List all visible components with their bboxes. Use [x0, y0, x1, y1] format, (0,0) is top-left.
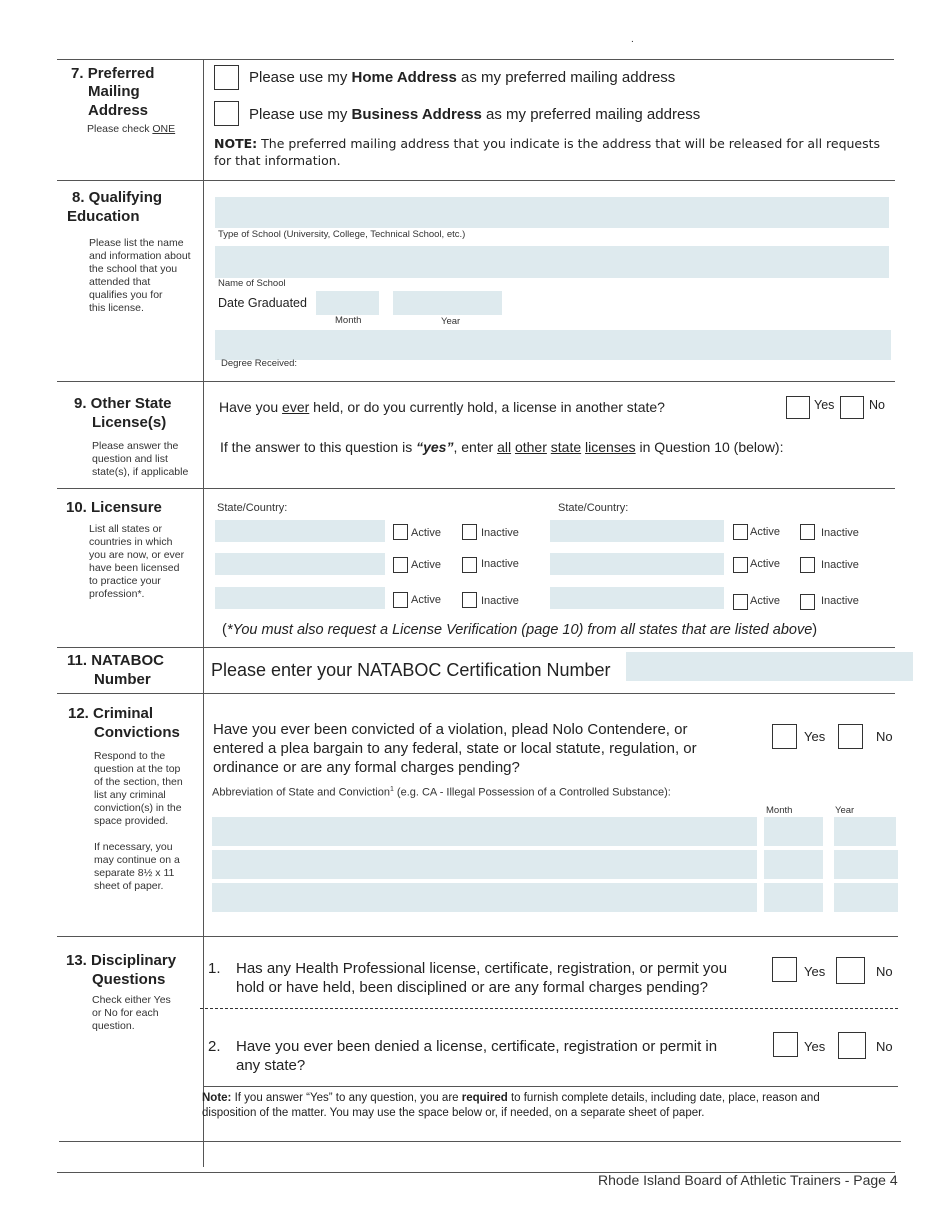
business-address-option: Please use my Business Address as my preferred mailing address [249, 106, 701, 123]
degree-field[interactable] [215, 330, 891, 360]
s13-desc: Check either Yes or No for each question. [92, 994, 171, 1032]
date-graduated-label: Date Graduated [218, 296, 307, 310]
conviction-abbreviation-label: Abbreviation of State and Conviction$^1$ (e.g. CA - Illegal Possession of a Controlled Substance): [212, 786, 671, 799]
conviction-year-field[interactable] [834, 817, 896, 846]
divider [59, 1141, 901, 1142]
s12-yes-label: Yes [804, 729, 826, 744]
s9-yes-checkbox[interactable] [786, 396, 810, 419]
inactive-checkbox[interactable] [800, 524, 815, 540]
nataboc-number-field[interactable] [626, 652, 913, 681]
s13-q1-text: Has any Health Professional license, certificate, registration, or permit you hold or have held, been disciplined or are any formal charges pending? [236, 960, 728, 996]
divider [57, 936, 898, 937]
license-state-field[interactable] [550, 587, 724, 609]
school-name-label: Name of School [218, 278, 286, 289]
grad-month-field[interactable] [316, 291, 379, 315]
active-label: Active [750, 558, 780, 570]
inactive-label: Inactive [821, 527, 859, 539]
divider [57, 488, 895, 489]
inactive-label: Inactive [821, 595, 859, 607]
active-checkbox[interactable] [733, 594, 748, 610]
license-state-field[interactable] [550, 553, 724, 575]
s9-question: Have you ever held, or do you currently hold, a license in another state? [219, 399, 665, 415]
s13-note: Note: If you answer “Yes” to any question, you are required to furnish complete details, including date, place, reason and disposition of the matter. You may use the space below or, if needed, on a separate sheet of paper. [202, 1092, 820, 1119]
active-label: Active [411, 527, 441, 539]
active-label: Active [750, 526, 780, 538]
active-label: Active [411, 559, 441, 571]
divider [57, 693, 895, 694]
license-state-field[interactable] [215, 520, 385, 542]
active-checkbox[interactable] [393, 592, 408, 608]
conviction-month-field[interactable] [764, 817, 823, 846]
column-divider [203, 59, 204, 1167]
s13-q2-no-checkbox[interactable] [838, 1032, 866, 1059]
s9-no-checkbox[interactable] [840, 396, 864, 419]
s13-q2-yes-checkbox[interactable] [773, 1032, 798, 1057]
inactive-label: Inactive [821, 559, 859, 571]
s7-title-line1: 7. Preferred [71, 65, 155, 82]
s13-q1-yes-checkbox[interactable] [772, 957, 797, 982]
s13-q1-number: 1. [208, 960, 221, 977]
s13-title-line1: 13. Disciplinary [66, 952, 177, 969]
license-state-field[interactable] [550, 520, 724, 542]
divider [57, 59, 894, 60]
active-checkbox[interactable] [733, 557, 748, 573]
s13-q2-no-label: No [876, 1039, 893, 1054]
conviction-field[interactable] [212, 883, 757, 912]
s12-title-line2: Convictions [94, 724, 180, 741]
conviction-year-field[interactable] [834, 883, 898, 912]
active-checkbox[interactable] [393, 524, 408, 540]
s13-q1-no-checkbox[interactable] [836, 957, 865, 984]
divider [204, 1086, 898, 1087]
grad-year-label: Year [441, 316, 461, 327]
s9-instruction: If the answer to this question is “yes”, enter all other state licenses in Question 10 (below): [220, 439, 784, 455]
active-label: Active [411, 594, 441, 606]
s12-no-checkbox[interactable] [838, 724, 863, 749]
s8-title-line2: Education [67, 208, 140, 225]
s9-title-line2: License(s) [92, 414, 167, 431]
s11-title-line1: 11. NATABOC [67, 652, 164, 669]
inactive-checkbox[interactable] [462, 592, 477, 608]
divider [57, 381, 895, 382]
inactive-checkbox[interactable] [462, 524, 477, 540]
s7-title-line2: Mailing [88, 83, 140, 100]
divider [57, 647, 895, 648]
license-state-field[interactable] [215, 587, 385, 609]
conviction-field[interactable] [212, 817, 757, 846]
nataboc-prompt: Please enter your NATABOC Certification Number [211, 660, 611, 680]
school-name-field[interactable] [215, 246, 889, 278]
conviction-month-label: Month [766, 805, 793, 816]
state-country-label-left: State/Country: [217, 502, 288, 514]
s12-title-line1: 12. Criminal [68, 705, 154, 722]
active-label: Active [750, 595, 780, 607]
s12-desc: Respond to the question at the top of the section, then list any criminal conviction(s) in the space provided. If necessary, you may continue on a separate 8½ x 11 sheet of paper. [94, 750, 183, 892]
business-address-checkbox[interactable] [214, 101, 239, 126]
s9-title-line1: 9. Other State [74, 395, 172, 412]
s13-q2-text: Have you ever been denied a license, certificate, registration or permit in any state? [236, 1038, 718, 1074]
s12-question: Have you ever been convicted of a violation, plead Nolo Contendere, or entered a plea bargain to any federal, state or local statute, regulation, or ordinance or are any formal charges pending? [213, 721, 697, 776]
license-state-field[interactable] [215, 553, 385, 575]
s9-desc: Please answer the question and list state(s), if applicable [92, 440, 189, 478]
state-country-label-right: State/Country: [558, 502, 629, 514]
s10-title: 10. Licensure [66, 499, 162, 516]
s13-q2-yes-label: Yes [804, 1039, 826, 1054]
s12-no-label: No [876, 729, 893, 744]
school-type-field[interactable] [215, 197, 889, 228]
s13-q1-no-label: No [876, 964, 893, 979]
top-mark: . [631, 34, 634, 45]
s7-title-line3: Address [88, 102, 149, 119]
inactive-label: Inactive [481, 558, 519, 570]
active-checkbox[interactable] [393, 557, 408, 573]
inactive-checkbox[interactable] [462, 557, 477, 573]
degree-label: Degree Received: [221, 358, 298, 369]
inactive-label: Inactive [481, 595, 519, 607]
home-address-option: Please use my Home Address as my preferred mailing address [249, 69, 676, 86]
school-type-label: Type of School (University, College, Technical School, etc.) [218, 229, 466, 240]
s8-desc: Please list the name and information about the school that you attended that qualifies you for this license. [89, 237, 191, 314]
active-checkbox[interactable] [733, 524, 748, 540]
conviction-field[interactable] [212, 850, 757, 879]
s9-yes-label: Yes [814, 398, 835, 412]
inactive-label: Inactive [481, 527, 519, 539]
conviction-year-label: Year [835, 805, 855, 816]
s8-title-line1: 8. Qualifying [72, 189, 163, 206]
inactive-checkbox[interactable] [800, 594, 815, 610]
s12-yes-checkbox[interactable] [772, 724, 797, 749]
divider [57, 180, 895, 181]
s10-desc: List all states or countries in which you are now, or ever have been licensed to practice your profession*. [89, 523, 185, 600]
grad-year-field[interactable] [393, 291, 502, 315]
s10-verification-note: (*You must also request a License Verification (page 10) from all states that are listed above) [222, 622, 818, 638]
inactive-checkbox[interactable] [800, 557, 815, 573]
s13-title-line2: Questions [92, 971, 166, 988]
conviction-month-field[interactable] [764, 850, 823, 879]
s11-title-line2: Number [94, 671, 151, 688]
page-footer: Rhode Island Board of Athletic Trainers - Page 4 [598, 1172, 898, 1188]
s13-q1-yes-label: Yes [804, 964, 826, 979]
s13-q2-number: 2. [208, 1038, 221, 1055]
home-address-checkbox[interactable] [214, 65, 239, 90]
conviction-month-field[interactable] [764, 883, 823, 912]
s9-no-label: No [869, 398, 885, 412]
s7-desc: Please check ONE [87, 123, 176, 135]
grad-month-label: Month [335, 315, 362, 326]
conviction-year-field[interactable] [834, 850, 898, 879]
question-separator [200, 1008, 898, 1009]
s7-note: NOTE: The preferred mailing address that you indicate is the address that will be released for all requests for that information. [214, 136, 881, 168]
